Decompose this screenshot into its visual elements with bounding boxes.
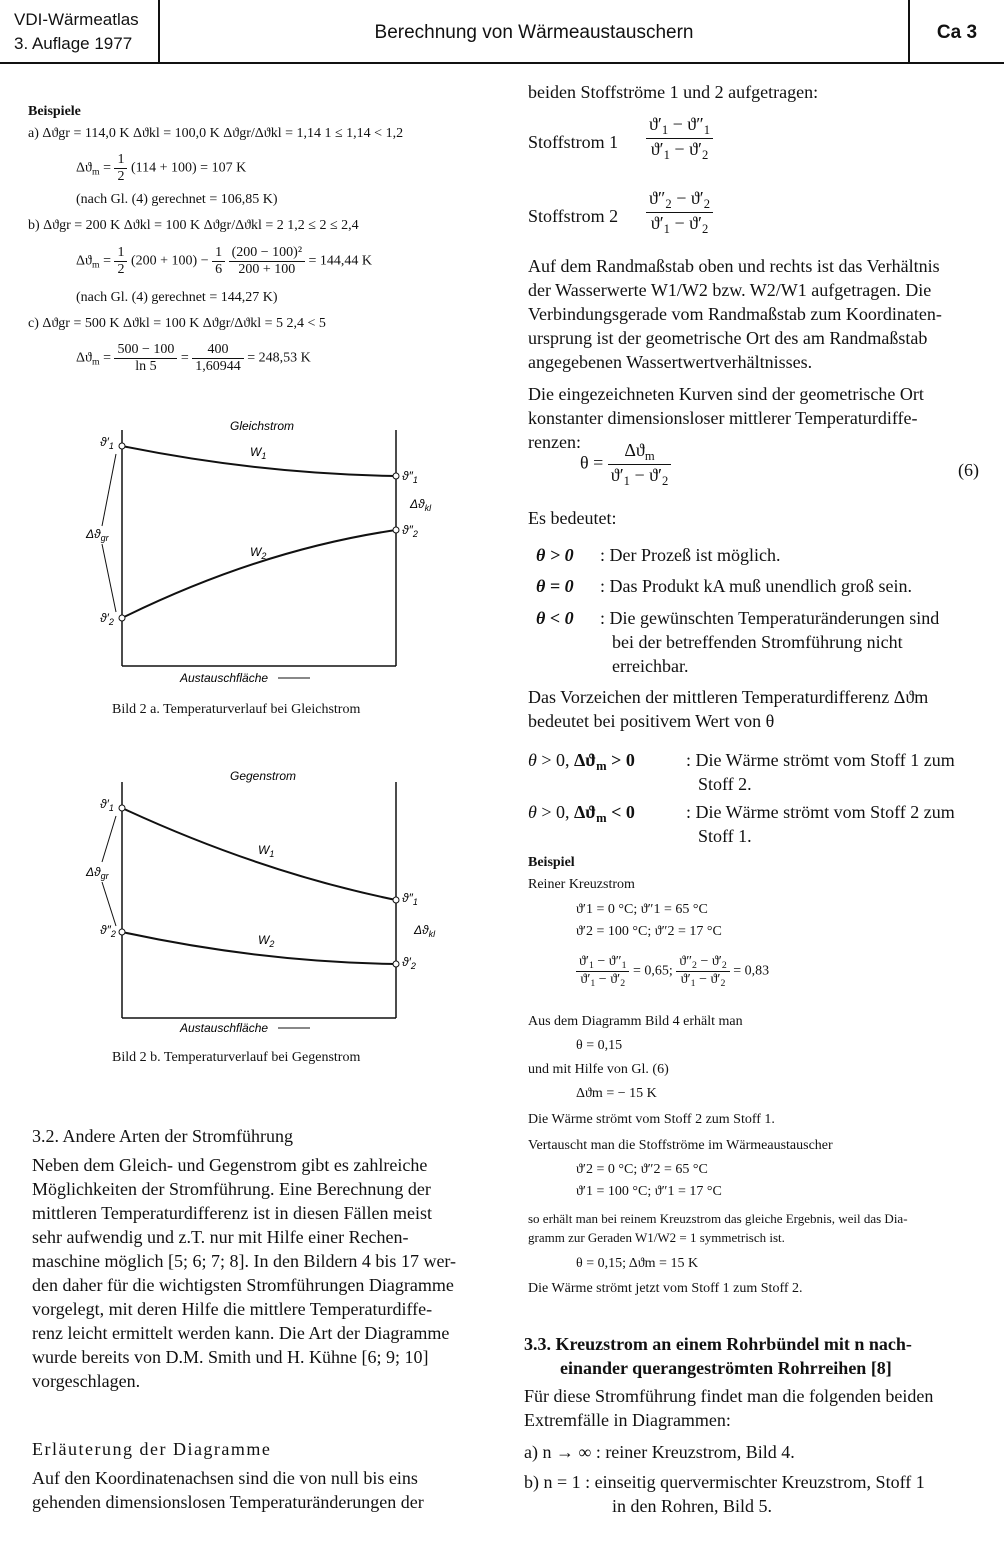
sec32-line: renz leicht ermittelt werden kann. Die Art der Diagramme bbox=[32, 1323, 450, 1343]
sec33-heading-line1: 3.3. Kreuzstrom an einem Rohrbündel mit n nach- bbox=[524, 1334, 912, 1354]
example-c-value: = 248,53 K bbox=[247, 350, 311, 366]
bsp-gl6: und mit Hilfe von Gl. (6) bbox=[528, 1062, 669, 1077]
equation-6: θ = $\frac{\Delta ϑ_m}{ϑ'_1 - ϑ'_2}$ bbox=[580, 440, 671, 489]
sec32-line: Möglichkeiten der Stromführung. Eine Berechnung der bbox=[32, 1179, 431, 1199]
fig-a-point bbox=[393, 527, 399, 533]
bsp-ratio2-value: = 0,83 bbox=[733, 963, 770, 979]
cond2-symbol: θ = 0 bbox=[536, 576, 574, 596]
sec33-heading-line2: einander querangeströmten Rohrreihen [8] bbox=[560, 1358, 892, 1378]
fig-b-label-t2p: $ϑ'_2$ bbox=[402, 955, 416, 971]
bsp-result: θ = 0,15; Δϑm = 15 K bbox=[576, 1256, 699, 1271]
sec33-para-line2: Extremfälle in Diagrammen: bbox=[524, 1410, 731, 1430]
stoffstrom1-label: Stoffstrom 1 bbox=[528, 132, 619, 152]
cond1-symbol: θ > 0 bbox=[536, 545, 574, 565]
example-a-line1: a) Δϑgr = 114,0 K Δϑkl = 100,0 K Δϑgr/Δϑkl = 1,14 1 ≤ 1,14 < 1,2 bbox=[28, 126, 404, 141]
flow2-text-a: : Die Wärme strömt vom Stoff 2 zum bbox=[686, 802, 955, 822]
stoffstrom1-fraction: $\frac{ϑ'_1 - ϑ''_1}{ϑ'_1 - ϑ'_2}$ bbox=[646, 114, 713, 163]
cond3-symbol: θ < 0 bbox=[536, 608, 574, 628]
bsp-values-3: ϑ′2 = 0 °C; ϑ″2 = 65 °C bbox=[576, 1162, 708, 1177]
para2-line: Die eingezeichneten Kurven sind der geometrische Ort bbox=[528, 384, 924, 404]
bsp-ratios: $\frac{ϑ'_1 - ϑ''_1}{ϑ'_1 - ϑ'_2}$ = 0,65; $\frac{ϑ''_2 - ϑ'_2}{ϑ'_1 - ϑ'_2}$ = 0,83 bbox=[576, 954, 769, 989]
bsp-heading: Beispiel bbox=[528, 855, 575, 870]
sec33-para-line1: Für diese Stromführung findet man die folgenden beiden bbox=[524, 1386, 934, 1406]
example-b-line3: (nach Gl. (4) gerechnet = 144,27 K) bbox=[76, 290, 278, 305]
para1-line: angegebenen Wassertwertverhältnisses. bbox=[528, 352, 813, 372]
fig-b-label-t2pp: $ϑ''_2$ bbox=[100, 923, 116, 939]
fig-b-label-w2: $W_2$ bbox=[258, 933, 275, 949]
fig-b-label-t1p: $ϑ'_1$ bbox=[100, 797, 114, 813]
bsp-swap: Vertauscht man die Stoffströme im Wärmeaustauscher bbox=[528, 1138, 833, 1153]
bsp-values-2: ϑ′2 = 100 °C; ϑ″2 = 17 °C bbox=[576, 924, 722, 939]
expl-heading: Erläuterung der Diagramme bbox=[32, 1439, 272, 1459]
bsp-dtm: Δϑm = − 15 K bbox=[576, 1086, 657, 1101]
example-c-line1: c) Δϑgr = 500 K Δϑkl = 100 K Δϑgr/Δϑkl = 5 2,4 < 5 bbox=[28, 316, 326, 331]
para1-line: Verbindungsgerade vom Randmaßstab zum Koordinaten- bbox=[528, 304, 942, 324]
fig-a-label-w1: $W_1$ bbox=[250, 445, 267, 461]
fig-b-label-dtkl: $\Delta ϑ_{kl}$ bbox=[414, 923, 436, 939]
figure-gegenstrom bbox=[80, 762, 460, 1042]
stoffstrom2-fraction: $\frac{ϑ''_2 - ϑ'_2}{ϑ'_1 - ϑ'_2}$ bbox=[646, 188, 713, 237]
header-publisher: VDI-Wärmeatlas bbox=[14, 10, 139, 29]
example-b-line1: b) Δϑgr = 200 K Δϑkl = 100 K Δϑgr/Δϑkl = 2 1,2 ≤ 2 ≤ 2,4 bbox=[28, 218, 359, 233]
bsp-kreuz: Reiner Kreuzstrom bbox=[528, 877, 635, 892]
example-a-line3: (nach Gl. (4) gerechnet = 106,85 K) bbox=[76, 192, 278, 207]
para1-line: ursprung ist der geometrische Ort des am Randmaßstab bbox=[528, 328, 928, 348]
right-para1 bbox=[528, 254, 994, 374]
para2-line: konstanter dimensionsloser mittlerer Temperaturdiffe- bbox=[528, 408, 918, 428]
fig-a-label-t1p: $ϑ'_1$ bbox=[100, 435, 114, 451]
example-b-term: (200 + 100) − bbox=[130, 253, 209, 269]
fig-a-label-t2pp: $ϑ''_2$ bbox=[402, 523, 418, 539]
vorzeichen-line1: Das Vorzeichen der mittleren Temperaturdifferenz Δϑm bbox=[528, 687, 929, 707]
fig-a-point bbox=[393, 473, 399, 479]
header-page-code: Ca 3 bbox=[936, 22, 978, 43]
fig-a-label-t2p: $ϑ'_2$ bbox=[100, 611, 114, 627]
fig-b-point bbox=[393, 897, 399, 903]
examples-heading: Beispiele bbox=[28, 104, 81, 119]
figure-gleichstrom bbox=[80, 410, 460, 690]
para2-line: renzen: bbox=[528, 432, 581, 452]
sec32-heading: 3.2. Andere Arten der Stromführung bbox=[32, 1126, 293, 1146]
fig-b-label-dtgr: $\Delta ϑ_{gr}$ bbox=[86, 865, 109, 881]
cond2-text: : Das Produkt kA muß unendlich groß sein. bbox=[600, 576, 912, 596]
fig-b-label-w1: $W_1$ bbox=[258, 843, 275, 859]
equation-number: (6) bbox=[958, 460, 979, 480]
fig-b-label-t1pp: $ϑ''_1$ bbox=[402, 891, 418, 907]
page-header bbox=[0, 0, 1004, 64]
example-c-line2: $\Delta ϑ_m$ = $\frac{500 - 100}{\ln 5}$ = $\frac{400}{1,60944}$ = 248,53 K bbox=[76, 342, 311, 374]
fig-b-point bbox=[119, 805, 125, 811]
right-intro: beiden Stoffströme 1 und 2 aufgetragen: bbox=[528, 82, 819, 102]
sec32-line: vorgeschlagen. bbox=[32, 1371, 141, 1391]
cond3-text-a: : Die gewünschten Temperaturänderungen sind bbox=[600, 608, 940, 628]
flow2-condition: θ > 0, $\Delta ϑ_m < 0$ bbox=[528, 802, 635, 825]
sec32-line: sehr aufwendig und z.T. nur mit Hilfe einer Rechen- bbox=[32, 1227, 409, 1247]
bsp-theta: θ = 0,15 bbox=[576, 1038, 623, 1053]
fig-a-title: Gleichstrom bbox=[230, 419, 295, 433]
fig-a-leader bbox=[102, 544, 116, 612]
fig-a-label-w2: $W_2$ bbox=[250, 545, 267, 561]
fig-a-label-dtgr: $\Delta ϑ_{gr}$ bbox=[86, 527, 109, 543]
sec32-line: mittleren Temperaturdifferenz ist in diesen Fällen meist bbox=[32, 1203, 432, 1223]
bsp-so-line2: gramm zur Geraden W1/W2 = 1 symmetrisch ist. bbox=[528, 1230, 785, 1245]
flow1-text-a: : Die Wärme strömt vom Stoff 1 zum bbox=[686, 750, 955, 770]
flow1-condition: θ > 0, $\Delta ϑ_m > 0$ bbox=[528, 750, 635, 773]
cond3-text-b: bei der betreffenden Stromführung nicht bbox=[612, 632, 903, 652]
example-a-line2: $\Delta ϑ_m$ = $\frac{1}{2}$ (114 + 100) = 107 K bbox=[76, 152, 247, 184]
sec32-line: wurde bereits von D.M. Smith und H. Kühne [6; 9; 10] bbox=[32, 1347, 429, 1367]
sec32-line: Neben dem Gleich- und Gegenstrom gibt es zahlreiche bbox=[32, 1155, 428, 1175]
header-publisher-block bbox=[14, 8, 139, 56]
cond1-text: : Der Prozeß ist möglich. bbox=[600, 545, 781, 565]
fig-b-point bbox=[393, 961, 399, 967]
sec33-case-b-line1: b) n = 1 : einseitig quervermischter Kreuzstrom, Stoff 1 bbox=[524, 1472, 925, 1492]
bsp-values-4: ϑ′1 = 100 °C; ϑ″1 = 17 °C bbox=[576, 1184, 722, 1199]
sec33-case-b-line2: in den Rohren, Bild 5. bbox=[612, 1496, 772, 1516]
bsp-values-1: ϑ′1 = 0 °C; ϑ″1 = 65 °C bbox=[576, 902, 708, 917]
sec33-case-a: a) n → ∞ : reiner Kreuzstrom, Bild 4. bbox=[524, 1442, 795, 1462]
flow1-text-b: Stoff 2. bbox=[698, 774, 752, 794]
fig-b-leader bbox=[102, 882, 116, 926]
stoffstrom2-label: Stoffstrom 2 bbox=[528, 206, 619, 226]
fig-a-xlabel: Austauschfläche bbox=[180, 671, 269, 685]
expl-line: gehenden dimensionslosen Temperaturänderungen der bbox=[32, 1492, 424, 1512]
example-b-line2: $\Delta ϑ_m$ = $\frac{1}{2}$ (200 + 100) − $\frac{1}{6}$ $\frac{\text{(200 − 100)²}}{200 + 100}$ = 144,44 K bbox=[76, 245, 373, 277]
sec32-line: den daher für die wichtigsten Stromführungen Diagramme bbox=[32, 1275, 454, 1295]
bsp-so-line1: so erhält man bei reinem Kreuzstrom das gleiche Ergebnis, weil das Dia- bbox=[528, 1211, 908, 1226]
bsp-now: Die Wärme strömt jetzt vom Stoff 1 zum Stoff 2. bbox=[528, 1281, 803, 1296]
para1-line: Auf dem Randmaßstab oben und rechts ist das Verhältnis bbox=[528, 256, 940, 276]
expl-body bbox=[32, 1466, 502, 1514]
sec32-line: maschine möglich [5; 6; 7; 8]. In den Bildern 4 bis 17 wer- bbox=[32, 1251, 457, 1271]
fig-b-xlabel: Austauschfläche bbox=[180, 1021, 269, 1035]
fig-a-curve-w2 bbox=[122, 530, 396, 618]
fig-a-caption: Bild 2 a. Temperaturverlauf bei Gleichstrom bbox=[112, 702, 361, 717]
fig-b-caption: Bild 2 b. Temperaturverlauf bei Gegenstrom bbox=[112, 1050, 361, 1065]
cond3-text-c: erreichbar. bbox=[612, 656, 689, 676]
fig-b-leader bbox=[102, 816, 116, 862]
fig-a-point bbox=[119, 615, 125, 621]
fig-b-point bbox=[119, 929, 125, 935]
expl-line: Auf den Koordinatenachsen sind die von null bis eins bbox=[32, 1468, 418, 1488]
flow2-text-b: Stoff 1. bbox=[698, 826, 752, 846]
fig-a-label-t1pp: $ϑ''_1$ bbox=[402, 469, 418, 485]
example-b-value: = 144,44 K bbox=[308, 253, 373, 269]
fig-a-point bbox=[119, 443, 125, 449]
header-title: Berechnung von Wärmeaustauschern bbox=[374, 22, 694, 43]
sec32-body bbox=[32, 1153, 502, 1393]
sec32-line: vorgelegt, mit deren Hilfe die mittlere Temperaturdiffe- bbox=[32, 1299, 433, 1319]
header-edition: 3. Auflage 1977 bbox=[14, 34, 133, 53]
fig-a-label-dtkl: $\Delta ϑ_{kl}$ bbox=[410, 497, 432, 513]
bsp-flow: Die Wärme strömt vom Stoff 2 zum Stoff 1. bbox=[528, 1112, 775, 1127]
fig-b-title: Gegenstrom bbox=[230, 769, 297, 783]
es-bedeutet: Es bedeutet: bbox=[528, 508, 617, 528]
example-a-value: (114 + 100) = 107 K bbox=[130, 160, 247, 176]
fig-a-leader bbox=[102, 454, 116, 526]
bsp-diag: Aus dem Diagramm Bild 4 erhält man bbox=[528, 1014, 743, 1029]
vorzeichen-line2: bedeutet bei positivem Wert von θ bbox=[528, 711, 775, 731]
bsp-ratio1-value: = 0,65; bbox=[632, 963, 673, 979]
para1-line: der Wasserwerte W1/W2 bzw. W2/W1 aufgetragen. Die bbox=[528, 280, 932, 300]
